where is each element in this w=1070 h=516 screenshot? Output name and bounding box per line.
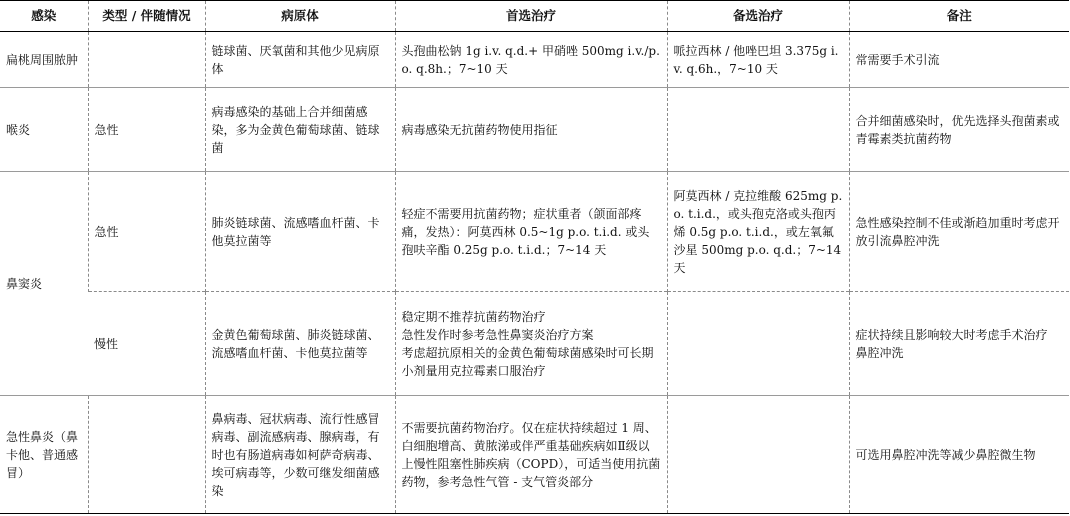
cell-type: 急性: [88, 172, 205, 292]
header-type: 类型 / 伴随情况: [88, 1, 205, 32]
cell-remarks: [849, 292, 1069, 396]
cell-first-choice: 不需要抗菌药物治疗。仅在症状持续超过 1 周、白细胞增高、黄脓涕或伴严重基础疾病如Ⅱ级以上慢性阻塞性肺疾病（COPD），可适当使用抗菌药物，参考急性气管 - 支气管炎部分: [395, 396, 667, 514]
table-row-acute-rhinitis: [0, 396, 1069, 514]
cell-remarks: 急性感染控制不佳或渐趋加重时考虑开放引流鼻腔冲洗: [849, 172, 1069, 292]
table-row-peritonsillar: [0, 32, 1069, 88]
first-choice-line: 稳定期不推荐抗菌药物治疗: [401, 309, 546, 324]
table-row-sinusitis-acute: [0, 172, 1069, 292]
table-header-row: [0, 1, 1069, 32]
cell-alternative: [667, 396, 849, 514]
header-pathogen: 病原体: [205, 1, 395, 32]
first-choice-line: 急性发作时参考急性鼻窦炎治疗方案: [401, 327, 594, 342]
cell-first-choice: 头孢曲松钠 1g i.v. q.d.+ 甲硝唑 500mg i.v./p.o. q.8h.；7~10 天: [395, 32, 667, 88]
header-first-choice: 首选治疗: [395, 1, 667, 32]
cell-type: [88, 32, 205, 88]
remarks-line: 鼻腔冲洗: [855, 345, 904, 360]
cell-type: [88, 396, 205, 514]
cell-pathogen: 肺炎链球菌、流感嗜血杆菌、卡他莫拉菌等: [205, 172, 395, 292]
cell-remarks: 常需要手术引流: [849, 32, 1069, 88]
table-row-sinusitis-chronic: [0, 292, 1069, 396]
header-infection: 感染: [0, 1, 88, 32]
header-remarks: 备注: [849, 1, 1069, 32]
cell-remarks: 合并细菌感染时，优先选择头孢菌素或青霉素类抗菌药物: [849, 88, 1069, 172]
cell-pathogen: 金黄色葡萄球菌、肺炎链球菌、流感嗜血杆菌、卡他莫拉菌等: [205, 292, 395, 396]
cell-remarks: 可选用鼻腔冲洗等减少鼻腔微生物: [849, 396, 1069, 514]
header-alternative: 备选治疗: [667, 1, 849, 32]
cell-infection: 喉炎: [0, 88, 88, 172]
cell-first-choice: 轻症不需要用抗菌药物；症状重者（颌面部疼痛，发热）：阿莫西林 0.5~1g p.o. t.i.d. 或头孢呋辛酯 0.25g p.o. t.i.d.；7~14 天: [395, 172, 667, 292]
cell-alternative: [667, 292, 849, 396]
cell-type: 慢性: [88, 292, 205, 396]
cell-alternative: 哌拉西林 / 他唑巴坦 3.375g i.v. q.6h.，7~10 天: [667, 32, 849, 88]
cell-pathogen: 链球菌、厌氧菌和其他少见病原体: [205, 32, 395, 88]
cell-pathogen: 病毒感染的基础上合并细菌感染，多为金黄色葡萄球菌、链球菌: [205, 88, 395, 172]
remarks-line: 症状持续且影响较大时考虑手术治疗: [855, 327, 1048, 342]
cell-infection: 扁桃周围脓肿: [0, 32, 88, 88]
cell-first-choice: [395, 292, 667, 396]
cell-pathogen: 鼻病毒、冠状病毒、流行性感冒病毒、副流感病毒、腺病毒，有时也有肠道病毒如柯萨奇病毒、埃可病毒等，少数可继发细菌感染: [205, 396, 395, 514]
cell-infection: 急性鼻炎（鼻卡他、普通感冒）: [0, 396, 88, 514]
table-row-laryngitis: [0, 88, 1069, 172]
first-choice-line: 考虑超抗原相关的金黄色葡萄球菌感染时可长期小剂量用克拉霉素口服治疗: [401, 345, 654, 378]
cell-type: 急性: [88, 88, 205, 172]
cell-first-choice: 病毒感染无抗菌药物使用指征: [395, 88, 667, 172]
cell-alternative: [667, 88, 849, 172]
cell-infection: 鼻窦炎: [0, 172, 88, 396]
cell-alternative: 阿莫西林 / 克拉维酸 625mg p.o. t.i.d.，或头孢克洛或头孢丙烯 0.5g p.o. t.i.d.，或左氧氟沙星 500mg p.o. q.d.；7~14 天: [667, 172, 849, 292]
